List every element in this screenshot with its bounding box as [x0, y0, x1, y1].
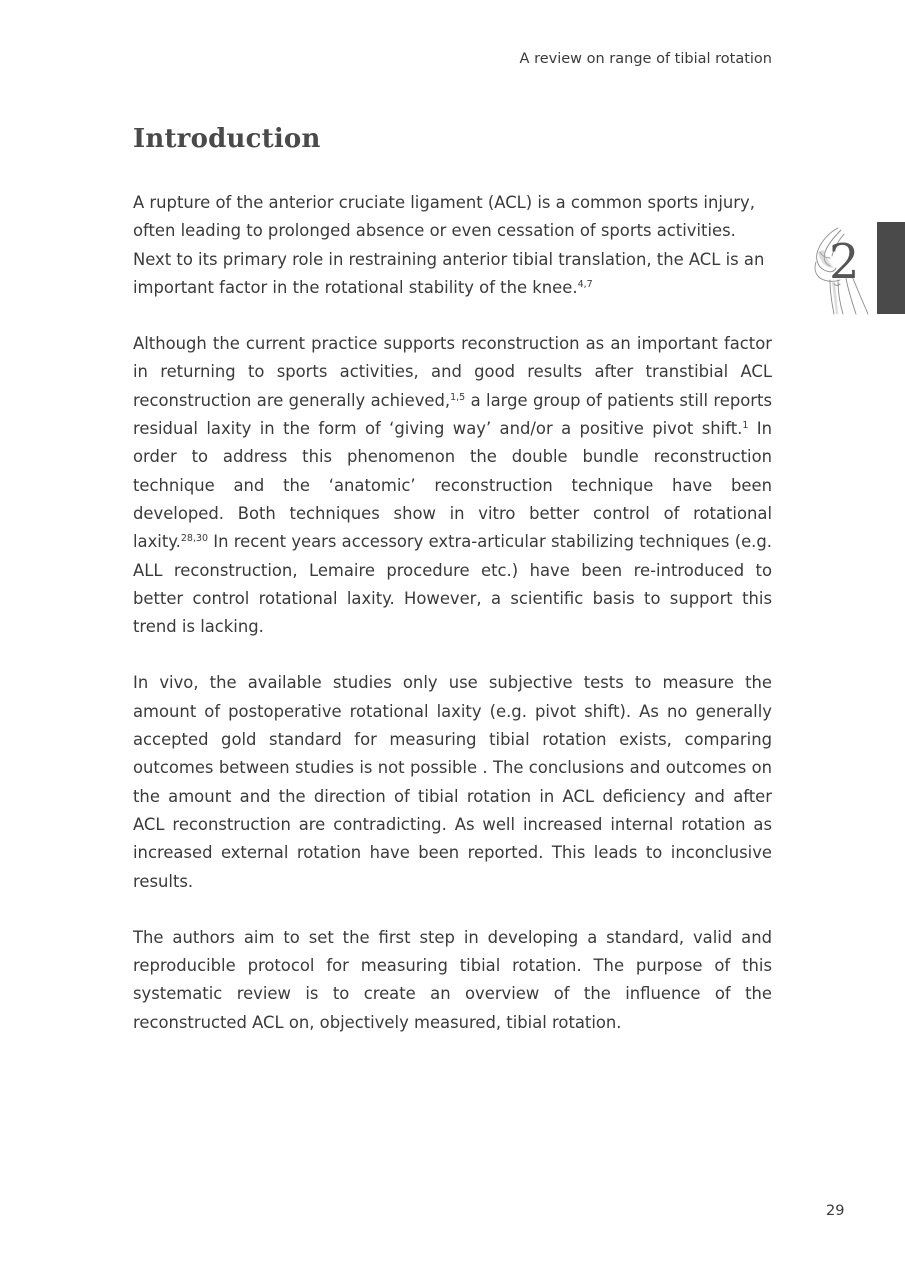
chapter-number: 2	[829, 234, 860, 290]
paragraph-2	[133, 330, 772, 641]
paragraph-2-text-d: In recent years accessory extra-articular stabilizing techniques (e.g. ALL reconstruction, Lemaire procedure etc.) have been re-introduced to better control rotational laxity. However, a scientific basis to support this trend is lacking.	[133, 532, 772, 637]
citation: 1	[742, 420, 749, 432]
paragraph-2-text-a: Although the current practice supports reconstruction as an important factor in returning to sports activities, and good results after transtibial ACL reconstruction are generally achieved,	[133, 334, 772, 410]
paragraph-2-text-c: In order to address this phenomenon the double bundle reconstruction technique and the ‘anatomic’ reconstruction technique have been developed. Both techniques show in vitro better control of rotational laxity.	[133, 419, 772, 552]
page-number: 29	[826, 1203, 845, 1219]
paragraph-3: In vivo, the available studies only use subjective tests to measure the amount of postoperative rotational laxity (e.g. pivot shift). As no generally accepted gold standard for measuring tibial rotation exists, comparing outcomes between studies is not possible . The conclusions and outcomes on the amount and the direction of tibial rotation in ACL deficiency and after ACL reconstruction are contradicting. As well increased internal rotation as increased external rotation have been reported. This leads to inconclusive results.	[133, 673, 772, 891]
citation: 4,7	[577, 278, 593, 290]
running-header: A review on range of tibial rotation	[519, 51, 772, 67]
body-text	[133, 189, 772, 1065]
paragraph-1-text: A rupture of the anterior cruciate ligament (ACL) is a common sports injury, often leading to prolonged absence or even cessation of sports activities. Next to its primary role in restraining anterior tibial translation, the ACL is an important factor in the rotational stability of the knee.	[133, 193, 765, 297]
chapter-tab	[877, 222, 905, 314]
paragraph-2-text-b: a large group of patients still reports residual laxity in the form of ‘giving way’ and/or a positive pivot shift.	[133, 390, 772, 439]
section-title: Introduction	[133, 124, 321, 154]
paragraph-4: The authors aim to set the first step in developing a standard, valid and reproducible protocol for measuring tibial rotation. The purpose of this systematic review is to create an overview of the influence of the reconstructed ACL on, objectively measured, tibial rotation.	[133, 927, 772, 1032]
citation: 28,30	[180, 533, 209, 545]
paragraph-1	[133, 189, 772, 302]
citation: 1,5	[450, 391, 466, 403]
